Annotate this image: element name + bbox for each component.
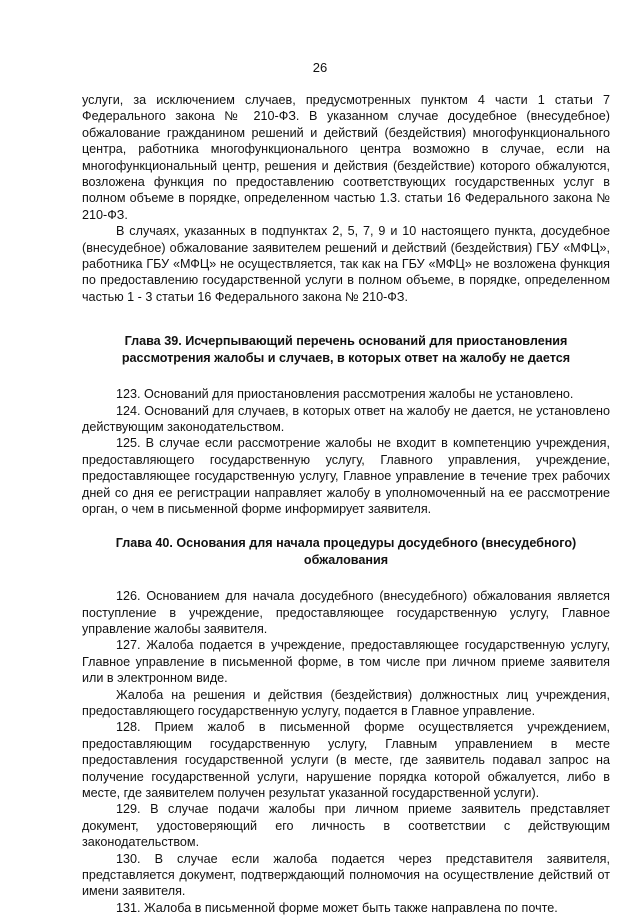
item-127-officials: Жалоба на решения и действия (бездействия) должностных лиц учреждения, предоставляющего государственную услугу, подается в Главное управление. (82, 687, 610, 718)
item-125: 125. В случае если рассмотрение жалобы не входит в компетенцию учреждения, предоставляющего государственную услугу, Главного управления, учреждение, предоставляющее государственную услугу, Главное управление в течение трех рабочих дней со дня ее регистрации направляет жалобу в уполномоченный на ее рассмотрение орган, о чем в письменной форме информирует заявителя. (82, 436, 610, 516)
item-126: 126. Основанием для начала досудебного (внесудебного) обжалования является поступление в учреждение, предоставляющее государственную услугу, Главное управление жалобы заявителя. (82, 589, 610, 636)
chapter-40-title: Глава 40. Основания для начала процедуры досудебного (внесудебного) обжалования (115, 536, 577, 567)
chapter-39-title: Глава 39. Исчерпывающий перечень оснований для приостановления рассмотрения жалобы и случаев, в которых ответ на жалобу не дается (121, 334, 571, 365)
item-130: 130. В случае если жалоба подается через представителя заявителя, представляется документ, подтверждающий полномочия на осуществление действий от имени заявителя. (82, 851, 610, 899)
chapter-40-heading-block (82, 535, 610, 568)
paragraph-services-continuation: услуги, за исключением случаев, предусмотренных пунктом 4 части 1 статьи 7 Федерального закона № 210-ФЗ. В указанном случае досудебное (внесудебное) обжалование гражданином решений и действий (бездействия) многофункционального центра, работника многофункционального центра возможно в случае, если на многофункциональный центр, решения и действия (бездействие) которого обжалуются, возложена функция по предоставлению соответствующих государственных услуг в полном объеме в порядке, определенном частью 1.3. статьи 16 Федерального закона № 210-ФЗ. (82, 93, 610, 222)
document-body (82, 92, 610, 916)
item-127: 127. Жалоба подается в учреждение, предоставляющее государственную услугу, Главное управление в письменной форме, в том числе при личном приеме заявителя или в электронном виде. (82, 638, 610, 686)
chapter-39-heading-block (82, 333, 610, 366)
item-128: 128. Прием жалоб в письменной форме осуществляется учреждением, предоставляющим государственную услугу, Главным управлением в месте предоставления государственной услуги (в месте, где заявитель подавал запрос на получение государственной услуги, нарушение порядка которой обжалуется, либо в месте, где заявителем получен результат указанной государственной услуги). (82, 720, 610, 801)
item-129: 129. В случае подачи жалобы при личном приеме заявитель представляет документ, удостоверяющий его личность в соответствии с действующим законодательством. (82, 802, 610, 850)
item-123: 123. Оснований для приостановления рассмотрения жалобы не установлено. (116, 387, 574, 402)
paragraph-mfc-exclusions: В случаях, указанных в подпунктах 2, 5, 7, 9 и 10 настоящего пункта, досудебное (внесудебное) обжалование заявителем решений и действий (бездействия) ГБУ «МФЦ», работника ГБУ «МФЦ» не осуществляется, так как на ГБУ «МФЦ» не возложена функция по предоставлению государственной услуги в полном объеме, в порядке, определенном частью 1 - 3 статьи 16 Федерального закона № 210-ФЗ. (82, 224, 610, 304)
item-124: 124. Оснований для случаев, в которых ответ на жалобу не дается, не установлено действующим законодательством. (82, 403, 610, 434)
item-131: 131. Жалоба в письменной форме может быть также направлена по почте. (116, 900, 558, 915)
page-number: 26 (312, 60, 328, 75)
